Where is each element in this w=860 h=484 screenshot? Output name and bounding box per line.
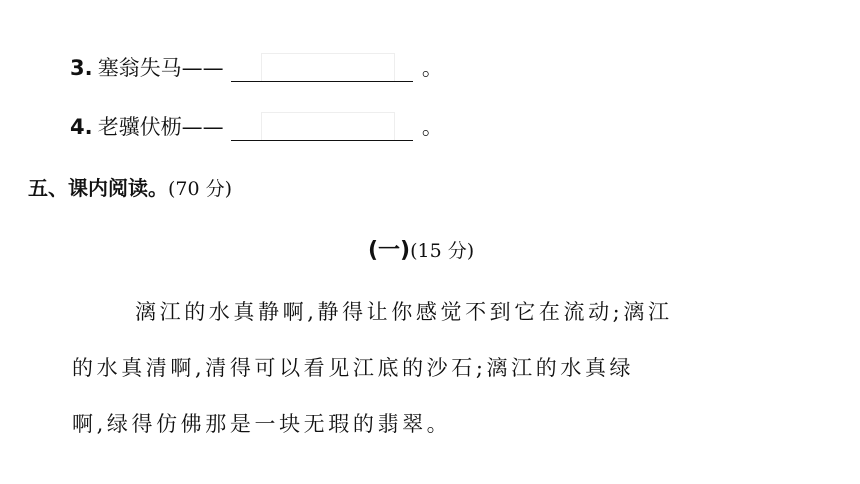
passage-line-3: 啊,绿得仿佛那是一块无瑕的翡翠。 bbox=[72, 412, 452, 436]
question-4-answer-blank[interactable] bbox=[231, 112, 413, 141]
question-4-end-mark: 。 bbox=[421, 115, 443, 139]
question-3-text: 塞翁失马—— bbox=[97, 56, 224, 80]
question-3 bbox=[70, 52, 443, 82]
question-4 bbox=[70, 111, 443, 141]
subsection-score: (15 分) bbox=[410, 240, 475, 262]
question-3-end-mark: 。 bbox=[421, 56, 443, 80]
subsection-title: (一) bbox=[368, 238, 411, 263]
passage-line-2: 的水真清啊,清得可以看见江底的沙石;漓江的水真绿 bbox=[72, 356, 635, 380]
section-title: 五、课内阅读。 bbox=[28, 176, 168, 200]
question-4-number: 4. bbox=[70, 115, 93, 139]
section-heading bbox=[28, 172, 232, 201]
question-3-answer-blank[interactable] bbox=[231, 53, 413, 82]
subsection-heading bbox=[368, 233, 474, 264]
passage-line-1: 漓江的水真静啊,静得让你感觉不到它在流动;漓江 bbox=[135, 300, 673, 324]
section-score: (70 分) bbox=[168, 178, 233, 200]
question-4-text: 老骥伏枥—— bbox=[97, 115, 224, 139]
question-3-number: 3. bbox=[70, 56, 93, 80]
